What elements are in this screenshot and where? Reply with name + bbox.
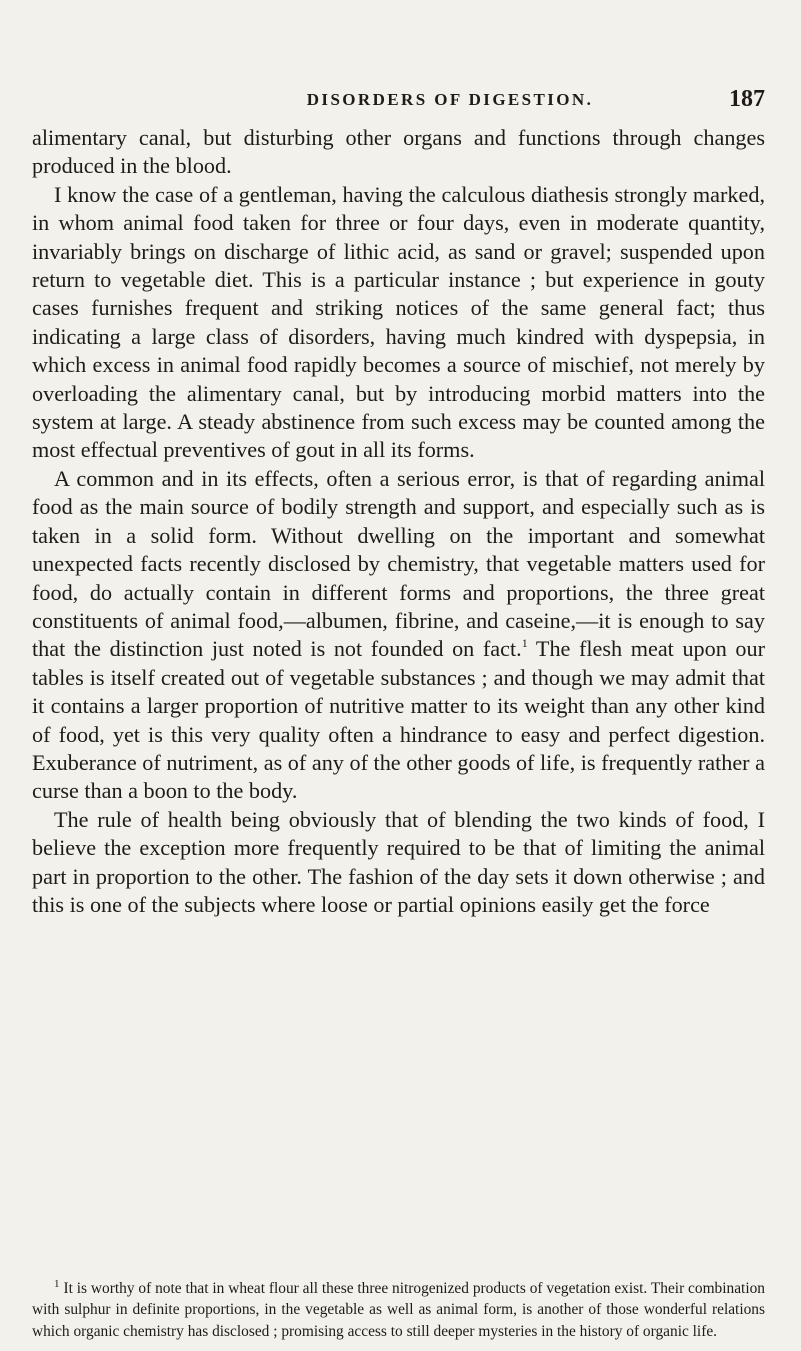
paragraph-text-after-note: The flesh meat upon our tables is itself created out of vegetable substances ; and though we may admit that it contains a larger proportion of nutritive matter to its weight than any other kind of food, yet is this very quality often a hindrance to easy and perfect digestion. Exuberance of nutriment, as of any of the other goods of life, is frequently rather a curse than a boon to the body. <box>32 636 765 804</box>
footnote <box>32 1278 765 1342</box>
footnote-text: It is worthy of note that in wheat flour all these three nitrogenized products of vegetation exist. Their combination with sulphur in definite proportions, in the vegetable as well as animal form, is another of those wonderful relations which organic chemistry has disclosed ; promising access to still deeper mysteries in the history of organic life. <box>32 1280 765 1340</box>
footnote-mark: 1 <box>54 1278 60 1290</box>
paragraph-text-before-note: A common and in its effects, often a serious error, is that of regarding animal food as the main source of bodily strength and support, and especially such as is taken in a solid form. Without dwelling on the important and somewhat unexpected facts recently disclosed by chemistry, that vegetable matters used for food, do actually contain in different forms and proportions, the three great constituents of animal food,—albumen, fibrine, and caseine,—it is enough to say that the distinction just noted is not founded on fact. <box>32 465 765 662</box>
paragraph-animal-food-error <box>32 465 765 806</box>
footnote-reference: 1 <box>521 636 528 651</box>
page-header <box>200 86 765 120</box>
paragraph-calculous-case: I know the case of a gentleman, having the calculous diathesis strongly marked, in whom animal food taken for three or four days, even in moderate quantity, invariably brings on discharge of lithic acid, as sand or gravel; suspended upon return to vegetable diet. This is a particular instance ; but experience in gouty cases furnishes frequent and striking notices of the same general fact; thus indicating a large class of disorders, having much kindred with dyspepsia, in which excess in animal food rapidly becomes a source of mischief, not merely by overloading the alimentary canal, but by introducing morbid matters into the system at large. A steady abstinence from such excess may be counted among the most effectual preventives of gout in all its forms. <box>32 181 765 463</box>
footnote-paragraph <box>32 1278 765 1342</box>
body-text <box>32 124 765 919</box>
paragraph-rule-of-health: The rule of health being obviously that of blending the two kinds of food, I believe the exception more frequently required to be that of limiting the animal part in proportion to the other. The fashion of the day sets it down otherwise ; and this is one of the subjects where loose or partial opinions easily get the force <box>32 806 765 917</box>
paragraph-continuation: alimentary canal, but disturbing other organs and functions through changes produced in the blood. <box>32 125 765 179</box>
running-head: DISORDERS OF DIGESTION. <box>306 90 594 109</box>
page-number: 187 <box>729 86 765 112</box>
